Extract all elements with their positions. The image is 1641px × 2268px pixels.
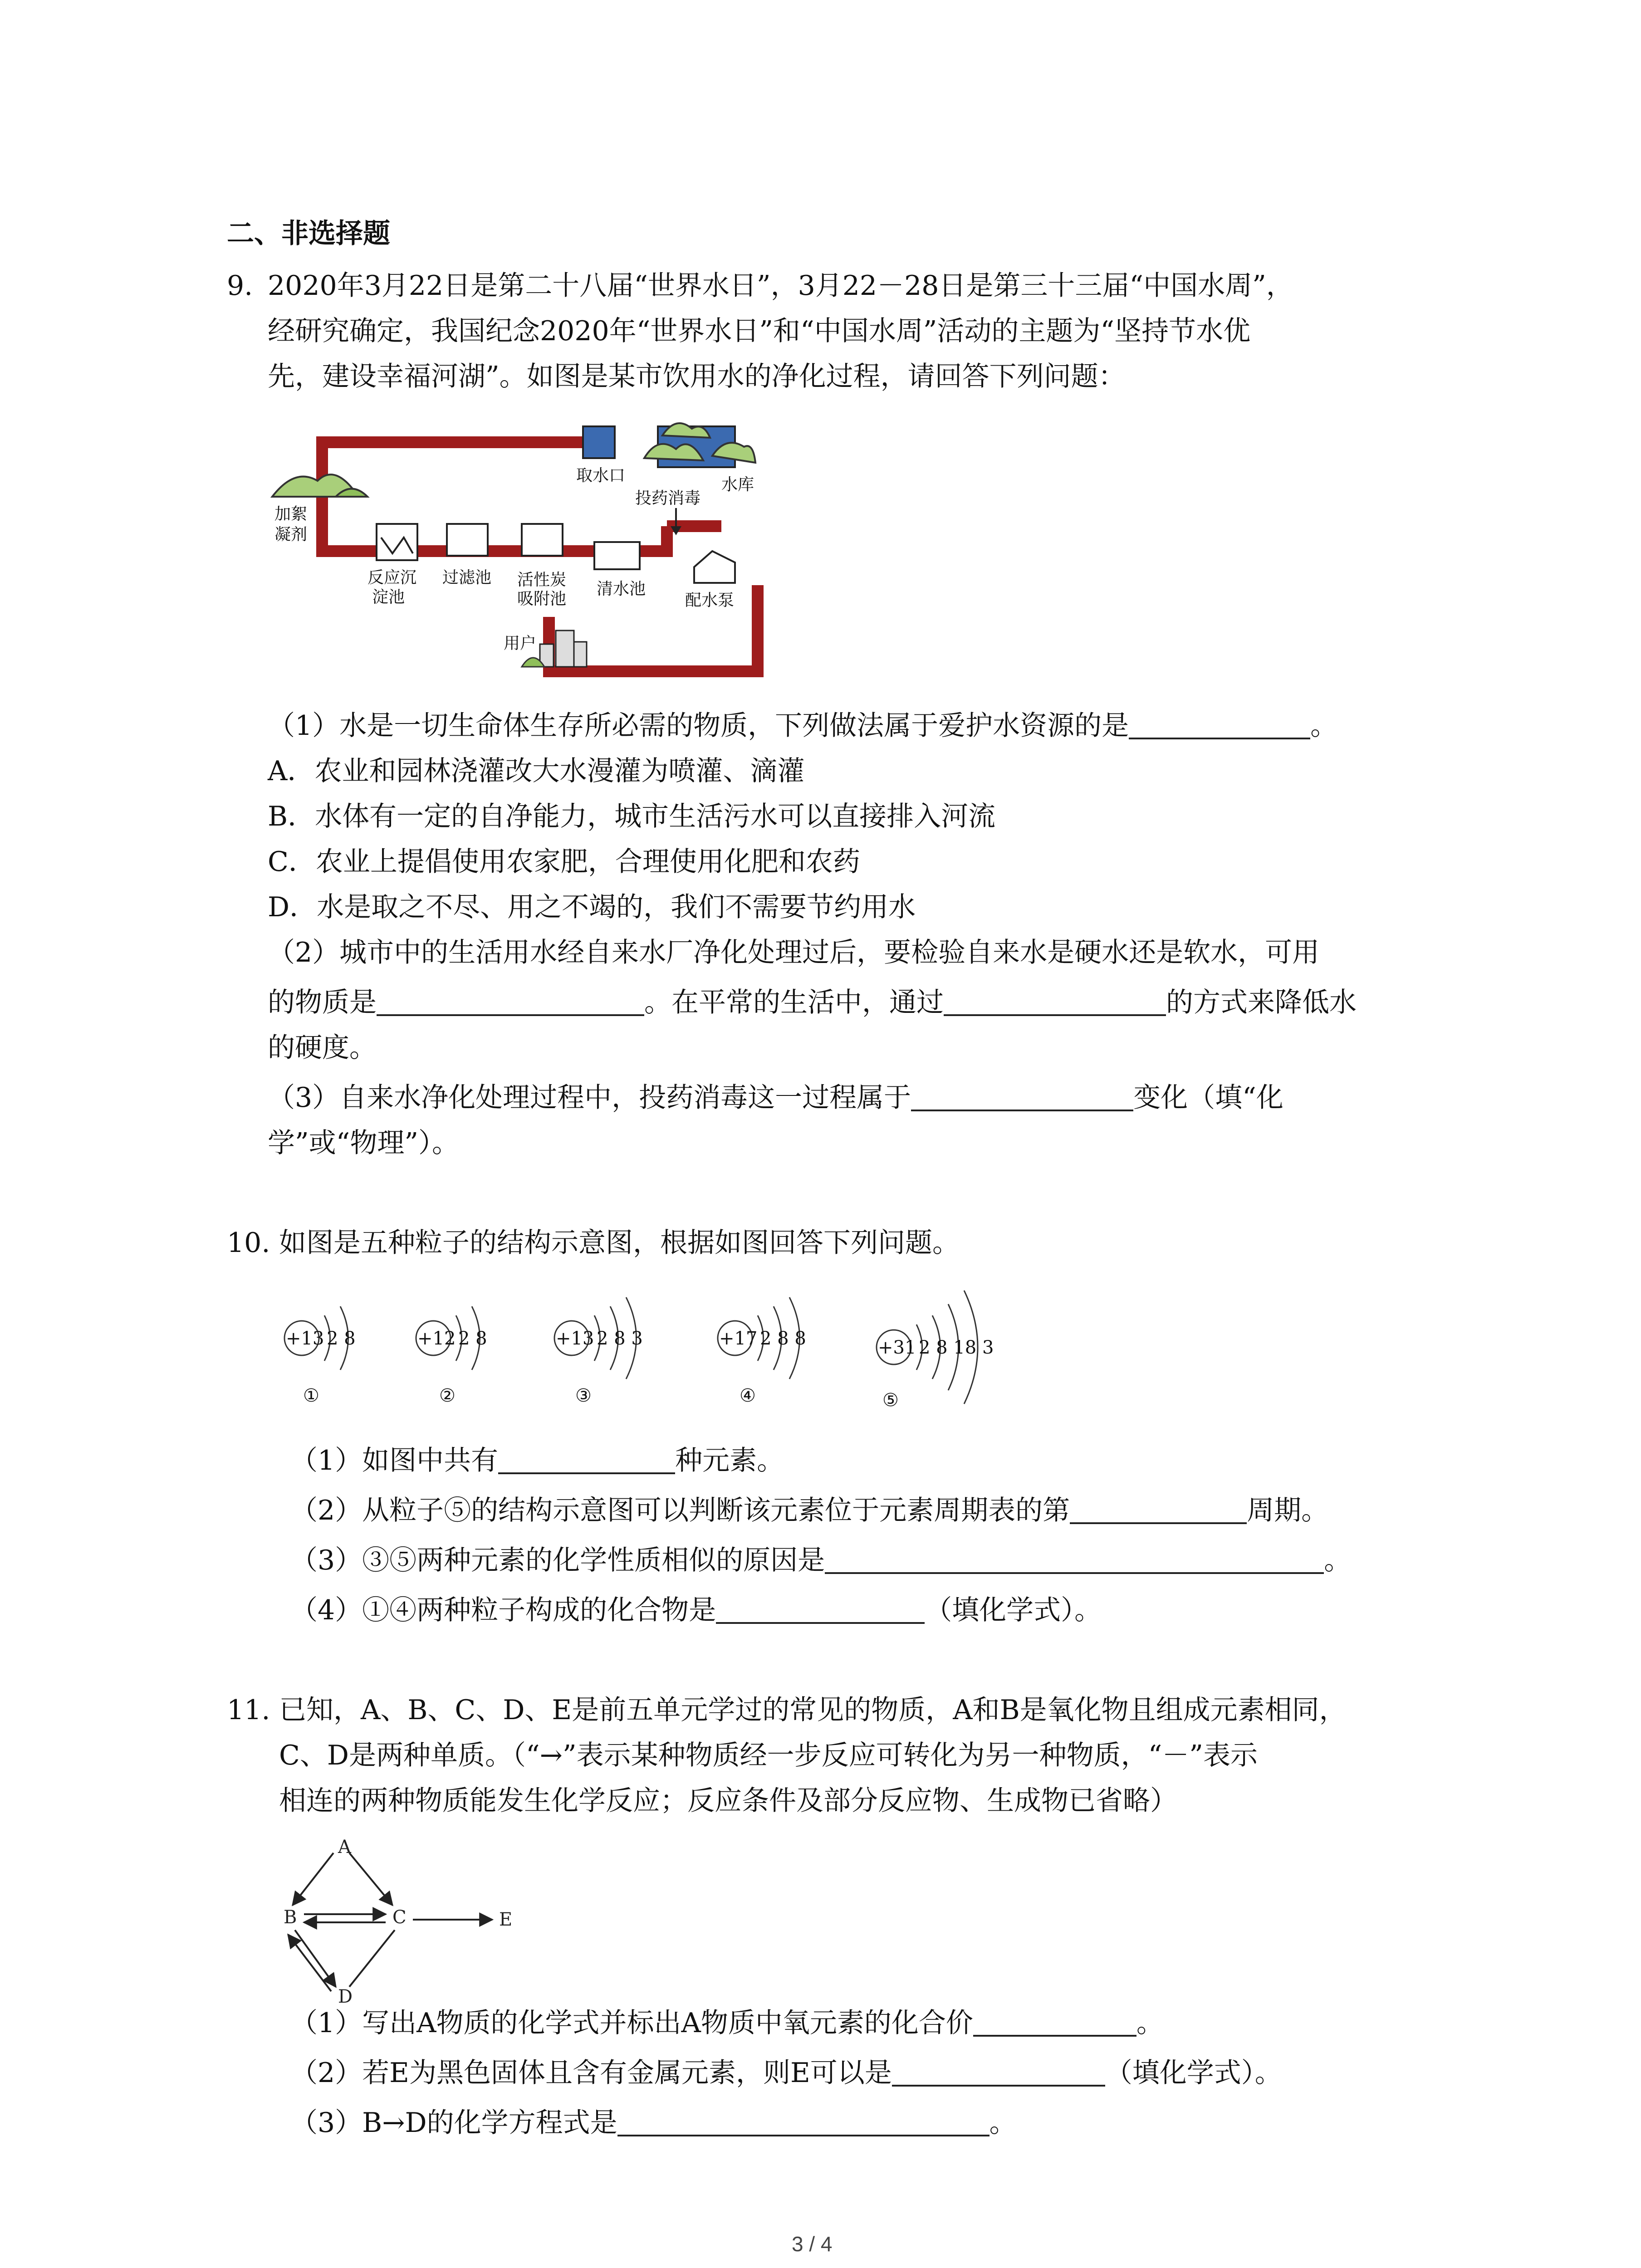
- page-number: 3 / 4: [792, 2232, 833, 2256]
- reservoir-icon: [644, 423, 755, 467]
- q9-p1-answer-blank[interactable]: [1129, 710, 1310, 739]
- particle-1-label: ①: [303, 1385, 319, 1406]
- hill-icon: [272, 474, 367, 497]
- label-user: 用户: [504, 634, 537, 653]
- label-disinfect: 投药消毒: [635, 489, 701, 508]
- q9-p2-line2-a: 的物质是: [268, 987, 377, 1018]
- q10-p4-b: （填化学式）。: [925, 1594, 1102, 1626]
- node-e: E: [499, 1909, 513, 1930]
- q11-stem-line3: 相连的两种物质能发生化学反应；反应条件及部分反应物、生成物已省略）: [279, 1785, 1177, 1817]
- q10-p4-blank[interactable]: [716, 1595, 925, 1624]
- label-settle-2: 淀池: [372, 588, 405, 606]
- q9-number: 9.: [227, 270, 253, 302]
- q11-stem-line1: 已知，A、B、C、D、E是前五单元学过的常见的物质，A和B是氧化物且组成元素相同，: [279, 1694, 1347, 1726]
- arrow-d-b: [288, 1935, 331, 1991]
- arrow-b-d: [295, 1930, 336, 1987]
- label-pump: 配水泵: [685, 591, 735, 610]
- node-b: B: [284, 1907, 297, 1928]
- q9-p2-blank-1[interactable]: [377, 987, 644, 1016]
- particle-4-nucleus: +17: [719, 1328, 758, 1349]
- q9-p1: [268, 708, 1337, 744]
- particle-1-nucleus: +13: [286, 1328, 324, 1349]
- arrow-a-c: [349, 1853, 392, 1905]
- particle-structure-diagrams: [272, 1284, 998, 1433]
- link-d-c: [349, 1930, 395, 1987]
- particle-3: [554, 1297, 643, 1406]
- label-coagulant-2: 凝剂: [274, 525, 308, 544]
- label-clear: 清水池: [597, 580, 646, 598]
- q10-p2-b: 周期。: [1247, 1495, 1329, 1526]
- q9-p1-text: （1）水是一切生命体生存所必需的物质，下列做法属于爱护水资源的是: [268, 710, 1129, 742]
- q9-option-b: B．水体有一定的自净能力，城市生活污水可以直接排入河流: [268, 801, 996, 832]
- node-d: D: [338, 1986, 353, 2007]
- arrow-a-b: [293, 1853, 333, 1905]
- q10-p3-blank[interactable]: [825, 1545, 1324, 1574]
- q11-p2-b: （填化学式）。: [1105, 2057, 1282, 2089]
- q10-p4-a: （4）①④两种粒子构成的化合物是: [290, 1594, 716, 1626]
- q9-p2-line2: [268, 984, 1357, 1021]
- q10-p2: [290, 1492, 1328, 1529]
- particle-3-label: ③: [575, 1385, 592, 1406]
- particle-5-shells: 2 8 18 3: [919, 1337, 994, 1358]
- q9-p2-line1: （2）城市中的生活用水经自来水厂净化处理过后，要检验自来水是硬水还是软水，可用: [268, 937, 1320, 968]
- q10-p1: [290, 1442, 784, 1479]
- q10-p1-a: （1）如图中共有: [290, 1445, 499, 1476]
- q9-p2-line2-b: 。在平常的生活中，通过: [644, 987, 944, 1018]
- q10-number: 10.: [227, 1227, 270, 1259]
- substance-relation-diagram: [272, 1833, 544, 2014]
- q10-p2-a: （2）从粒子⑤的结构示意图可以判断该元素位于元素周期表的第: [290, 1495, 1070, 1526]
- label-filter: 过滤池: [442, 568, 492, 587]
- q11-p2-blank[interactable]: [892, 2058, 1105, 2087]
- intake-box: [583, 426, 615, 458]
- q9-p3-line1: [268, 1080, 1283, 1116]
- q9-p3-line2: 学”或“物理”）。: [268, 1127, 460, 1159]
- particle-5: [877, 1290, 994, 1411]
- q11-p3: [290, 2105, 1017, 2141]
- q9-p1-end: 。: [1310, 710, 1338, 742]
- particle-2-label: ②: [439, 1385, 456, 1406]
- q11-number: 11.: [227, 1694, 270, 1726]
- section-title: 二、非选择题: [227, 218, 390, 249]
- particle-1: [284, 1306, 356, 1406]
- q11-p2: [290, 2055, 1282, 2091]
- q10-p3: [290, 1542, 1351, 1579]
- q10-p2-blank[interactable]: [1070, 1495, 1247, 1524]
- q11-stem-line2: C、D是两种单质。（“→”表示某种物质经一步反应可转化为另一种物质，“－”表示: [279, 1740, 1258, 1771]
- q11-p1: [290, 2005, 1164, 2041]
- particle-3-nucleus: +13: [556, 1328, 594, 1349]
- q10-p1-blank[interactable]: [498, 1445, 675, 1474]
- particle-2: [416, 1306, 487, 1406]
- settling-tank-icon: [377, 524, 417, 560]
- q9-p2-line3: 的硬度。: [268, 1032, 377, 1064]
- q10-p3-b: 。: [1324, 1545, 1352, 1576]
- particle-5-label: ⑤: [882, 1390, 899, 1411]
- node-c: C: [392, 1907, 407, 1928]
- label-reservoir: 水库: [721, 475, 754, 494]
- particle-1-shells: 2 8: [327, 1328, 356, 1349]
- particle-5-nucleus: +31: [878, 1337, 916, 1358]
- particle-3-shells: 2 8 3: [597, 1328, 643, 1349]
- particle-2-shells: 2 8: [458, 1328, 487, 1349]
- q9-option-d: D．水是取之不尽、用之不竭的，我们不需要节约用水: [268, 891, 916, 923]
- q11-p2-a: （2）若E为黑色固体且含有金属元素，则E可以是: [290, 2057, 892, 2089]
- node-a: A: [338, 1837, 351, 1857]
- particle-2-nucleus: +12: [417, 1328, 456, 1349]
- q9-stem-line1: 2020年3月22日是第二十八届“世界水日”，3月22－28日是第三十三届“中国水周”，: [268, 270, 1293, 302]
- q9-p3-line1-a: （3）自来水净化处理过程中，投药消毒这一过程属于: [268, 1082, 911, 1114]
- label-intake: 取水口: [576, 466, 626, 485]
- filter-tank-icon: [447, 524, 488, 556]
- clear-tank-icon: [594, 542, 640, 569]
- q9-option-a: A．农业和园林浇灌改大水漫灌为喷灌、滴灌: [268, 755, 805, 787]
- q9-p2-blank-2[interactable]: [944, 987, 1166, 1016]
- label-coagulant-1: 加絮: [274, 505, 308, 523]
- q11-p1-b: 。: [1136, 2007, 1164, 2039]
- q10-p1-b: 种元素。: [675, 1445, 784, 1476]
- q9-p3-line1-b: 变化（填“化: [1133, 1082, 1283, 1114]
- q10-p4: [290, 1592, 1102, 1628]
- particle-4-label: ④: [740, 1385, 756, 1406]
- label-carbon-2: 吸附池: [517, 590, 567, 608]
- q9-p3-blank[interactable]: [911, 1082, 1133, 1111]
- particle-4-shells: 2 8 8: [760, 1328, 806, 1349]
- q11-p3-blank[interactable]: [617, 2107, 989, 2136]
- q9-option-c: C．农业上提倡使用农家肥，合理使用化肥和农药: [268, 846, 860, 878]
- q9-stem-line3: 先，建设幸福河湖”。如图是某市饮用水的净化过程，请回答下列问题：: [268, 361, 1126, 392]
- carbon-tank-icon: [522, 524, 563, 556]
- water-purification-diagram: [268, 417, 830, 699]
- label-carbon-1: 活性炭: [517, 571, 567, 589]
- q10-stem: 如图是五种粒子的结构示意图，根据如图回答下列问题。: [279, 1227, 960, 1259]
- label-settle-1: 反应沉: [367, 568, 417, 587]
- q11-p3-b: 。: [989, 2107, 1017, 2139]
- q9-p2-line2-c: 的方式来降低水: [1166, 987, 1357, 1018]
- q11-p3-a: （3）B→D的化学方程式是: [290, 2107, 617, 2139]
- q10-p3-a: （3）③⑤两种元素的化学性质相似的原因是: [290, 1545, 825, 1576]
- pump-house-icon: [694, 551, 735, 583]
- particle-4: [718, 1297, 806, 1406]
- q9-stem-line2: 经研究确定，我国纪念2020年“世界水日”和“中国水周”活动的主题为“坚持节水优: [268, 315, 1251, 347]
- q11-p1-blank[interactable]: [973, 2008, 1136, 2037]
- q11-p1-a: （1）写出A物质的化学式并标出A物质中氧元素的化合价: [290, 2007, 973, 2039]
